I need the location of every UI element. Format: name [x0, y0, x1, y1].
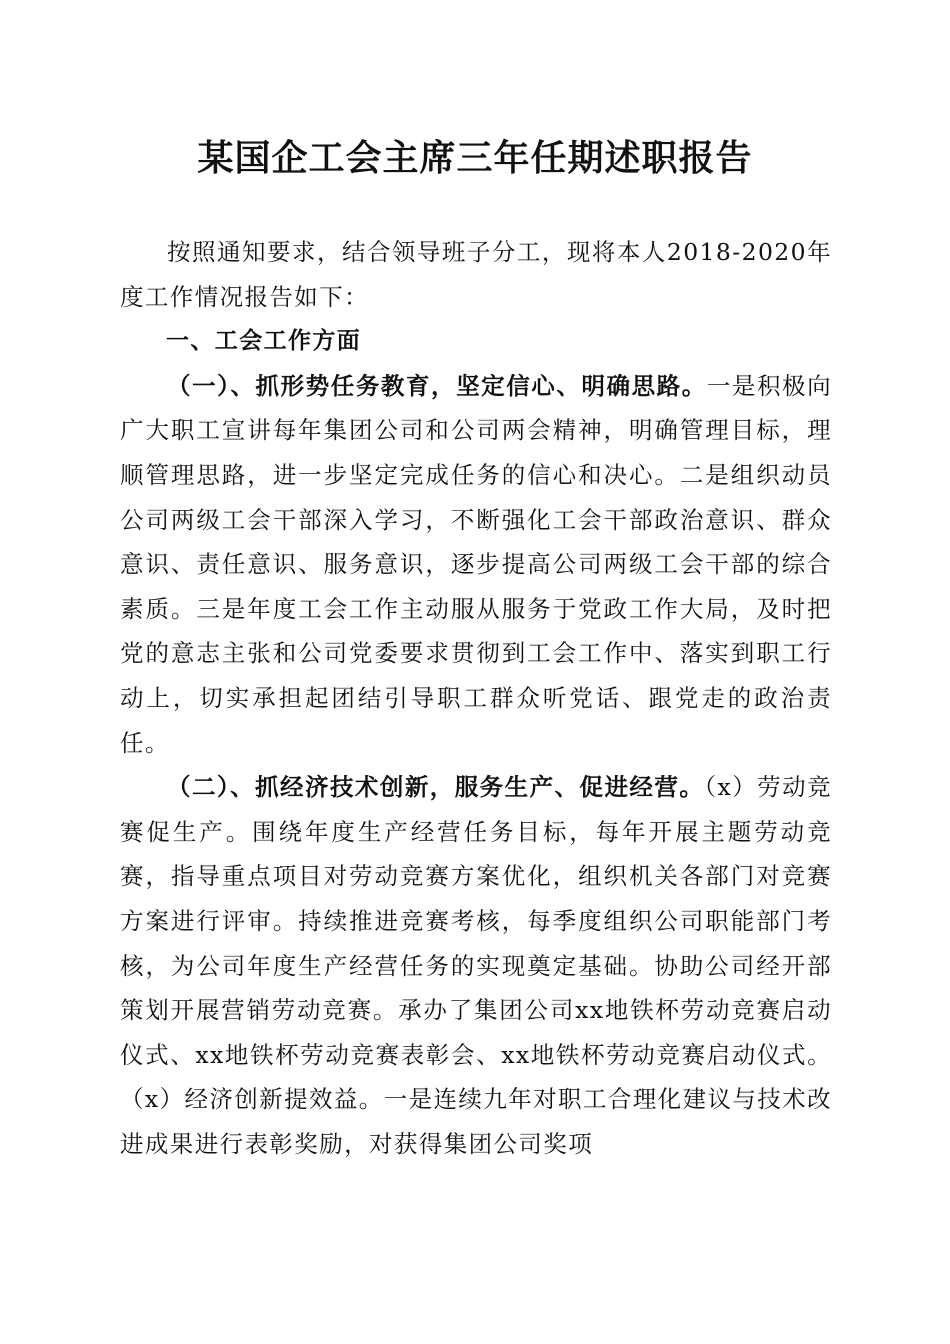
- paragraph-1-lead: （一）、抓形势任务教育，坚定信心、明确思路。: [167, 371, 707, 400]
- paragraph-1: [120, 364, 832, 765]
- paragraph-2: [120, 765, 832, 1166]
- paragraph-2-lead: （二）、抓经济技术创新，服务生产、促进经营。: [167, 773, 705, 802]
- section-heading: 一、工会工作方面: [166, 328, 362, 355]
- paragraph-2-text: （x）劳动竞赛促生产。围绕年度生产经营任务目标，每年开展主题劳动竞赛，指导重点项目对劳动竞赛方案优化，组织机关各部门对竞赛方案进行评审。持续推进竞赛考核，每季度组织公司职能部门考核，为公司年度生产经营任务的实现奠定基础。协助公司经开部策划开展营销劳动竞赛。承办了集团公司xx地铁杯劳动竞赛启动仪式、xx地铁杯劳动竞赛表彰会、xx地铁杯劳动竞赛启动仪式。（x）经济创新提效益。一是连续九年对职工合理化建议与技术改进成果进行表彰奖励，对获得集团公司奖项: [120, 773, 832, 1158]
- document-title: 某国企工会主席三年任期述职报告: [197, 137, 753, 179]
- intro-paragraph: 按照通知要求，结合领导班子分工，现将本人2018-2020年度工作情况报告如下：: [120, 238, 832, 311]
- paragraph-1-text: 一是积极向广大职工宣讲每年集团公司和公司两会精神，明确管理目标，理顺管理思路，进一步坚定完成任务的信心和决心。二是组织动员公司两级工会干部深入学习，不断强化工会干部政治意识、群众意识、责任意识、服务意识，逐步提高公司两级工会干部的综合素质。三是年度工会工作主动服从服务于党政工作大局，及时把党的意志主张和公司党委要求贯彻到工会工作中、落实到职工行动上，切实承担起团结引导职工群众听党话、跟党走的政治责任。: [120, 371, 832, 757]
- document-body: [120, 230, 832, 1166]
